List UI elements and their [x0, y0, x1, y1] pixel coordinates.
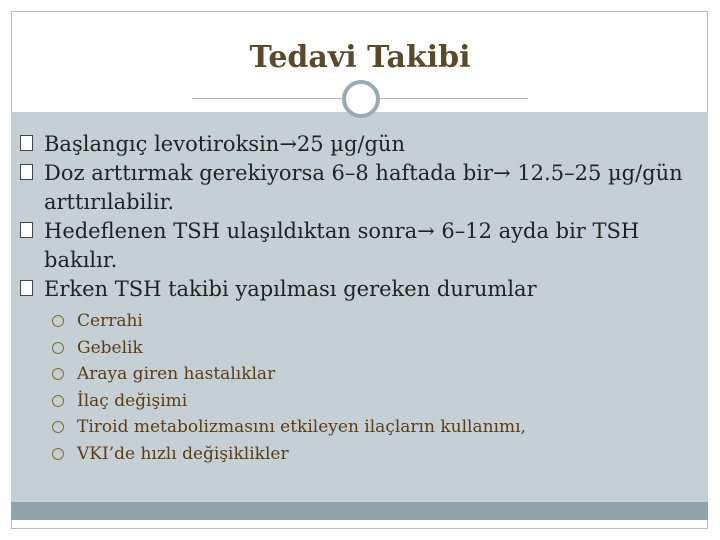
checkbox-bullet-icon	[20, 280, 33, 296]
sub-bullet-item: Araya giren hastalıklar	[52, 361, 700, 388]
sub-bullet-item: Tiroid metabolizmasını etkileyen ilaçların kullanımı,	[52, 414, 700, 441]
sub-bullet-list	[52, 308, 700, 467]
sub-bullet-item: Cerrahi	[52, 308, 700, 335]
checkbox-bullet-icon	[20, 135, 33, 151]
bullet-item: Doz arttırmak gerekiyorsa 6–8 haftada bir→ 12.5–25 µg/gün arttırılabilir.	[20, 159, 700, 217]
checkbox-bullet-icon	[20, 164, 33, 180]
circle-bullet-icon	[52, 342, 64, 354]
bullet-item: Hedeflenen TSH ulaşıldıktan sonra→ 6–12 ayda bir TSH bakılır.	[20, 217, 700, 275]
bullet-list	[20, 130, 700, 467]
slide-title: Tedavi Takibi	[249, 40, 471, 75]
bullet-item: Erken TSH takibi yapılması gereken durumlar	[20, 275, 700, 304]
circle-bullet-icon	[52, 395, 64, 407]
sub-bullet-item: İlaç değişimi	[52, 388, 700, 415]
checkbox-bullet-icon	[20, 222, 33, 238]
circle-bullet-icon	[52, 421, 64, 433]
footer-bar	[11, 502, 708, 520]
sub-bullet-item: VKI’de hızlı değişiklikler	[52, 441, 700, 468]
circle-bullet-icon	[52, 448, 64, 460]
divider-circle-ornament	[342, 80, 380, 118]
circle-bullet-icon	[52, 315, 64, 327]
circle-bullet-icon	[52, 368, 64, 380]
sub-bullet-item: Gebelik	[52, 335, 700, 362]
bullet-item: Başlangıç levotiroksin→25 µg/gün	[20, 130, 700, 159]
